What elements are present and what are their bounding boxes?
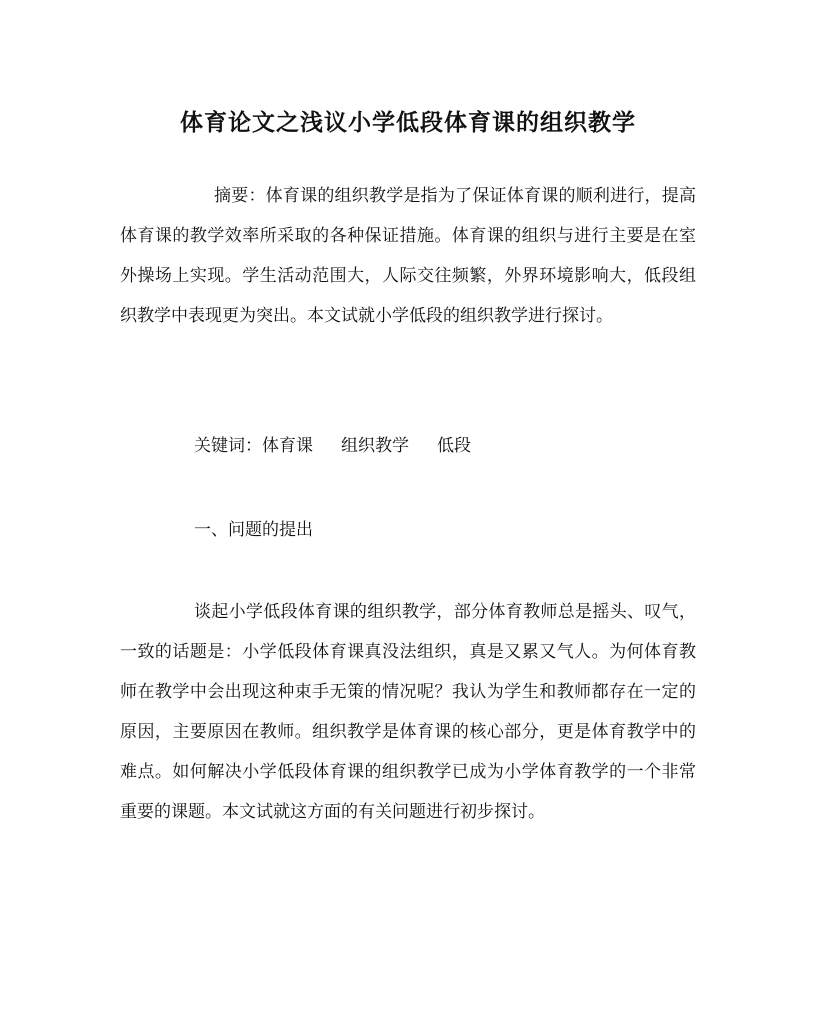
document-title: 体育论文之浅议小学低段体育课的组织教学 <box>180 109 636 136</box>
section-heading: 一、问题的提出 <box>194 520 313 540</box>
keywords-line <box>194 426 471 466</box>
keyword-item: 低段 <box>437 436 471 456</box>
abstract-paragraph: 摘要：体育课的组织教学是指为了保证体育课的顺利进行，提高体育课的教学效率所采取的各种保证措施。体育课的组织与进行主要是在室外操场上实现。学生活动范围大，人际交往频繁，外界环境影响大，低段组织教学中表现更为突出。本文试就小学低段的组织教学进行探讨。 <box>120 186 696 326</box>
body-paragraph: 谈起小学低段体育课的组织教学，部分体育教师总是摇头、叹气，一致的话题是：小学低段体育课真没法组织，真是又累又气人。为何体育教师在教学中会出现这种束手无策的情况呢？我认为学生和教师都存在一定的原因，主要原因在教师。组织教学是体育课的核心部分，更是体育教学中的难点。如何解决小学低段体育课的组织教学已成为小学体育教学的一个非常重要的课题。本文试就这方面的有关问题进行初步探讨。 <box>120 602 696 822</box>
keyword-item: 体育课 <box>262 436 313 456</box>
keyword-item: 组织教学 <box>341 436 409 456</box>
keywords-label: 关键词： <box>194 436 262 456</box>
